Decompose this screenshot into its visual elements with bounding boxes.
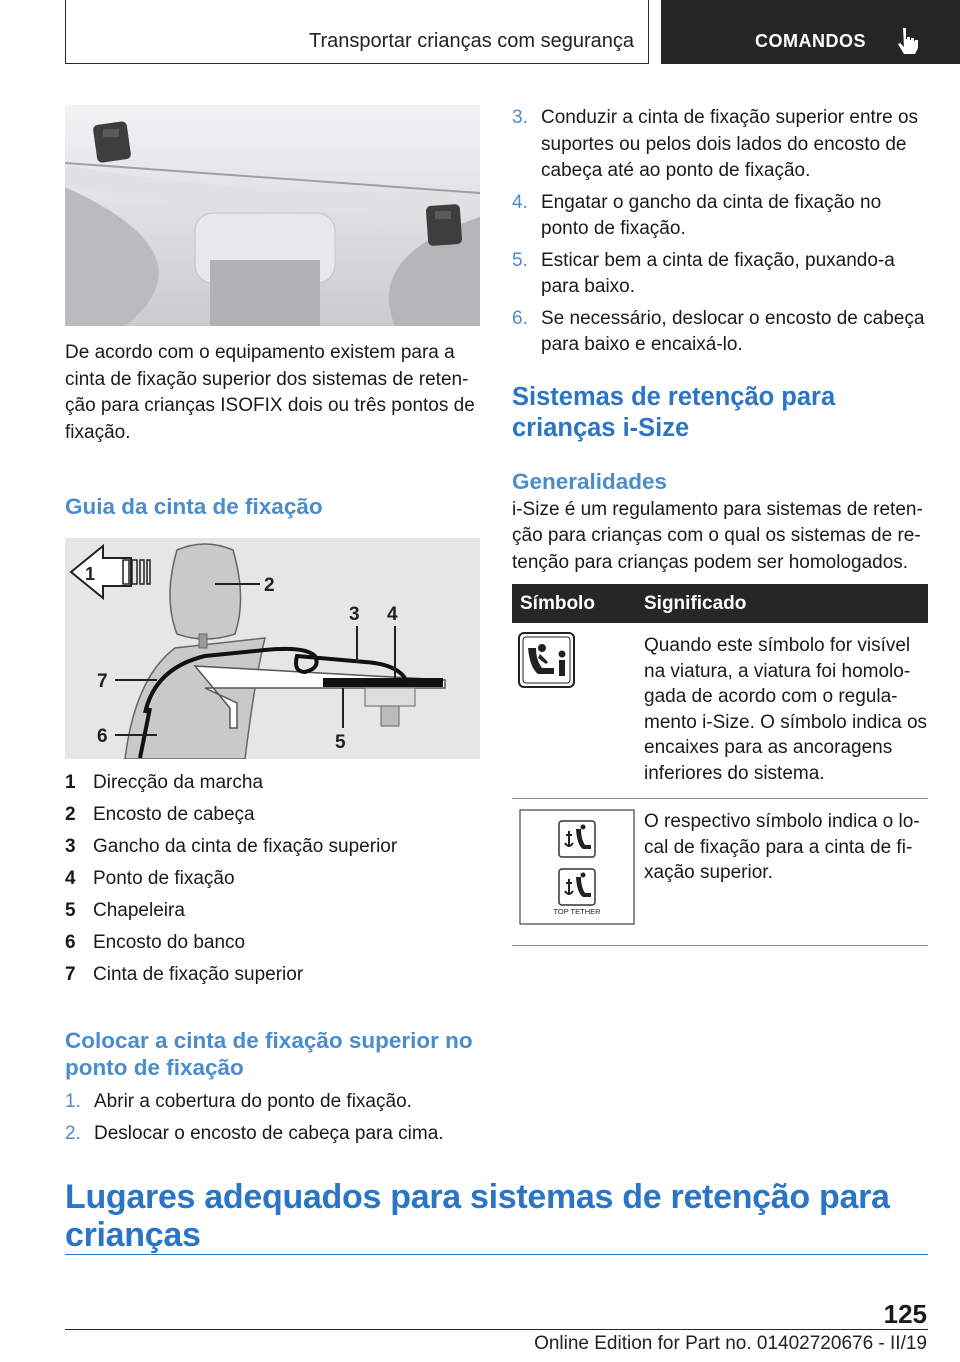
top-tether-label: TOP TETHER [553, 907, 601, 916]
header-section-box [65, 0, 649, 64]
legend-item: 5 Chapeleira [65, 900, 185, 921]
heading-guide: Guia da cinta de fixação [65, 494, 323, 519]
legend-item: 2 Encosto de cabeça [65, 804, 255, 825]
diagram-label-5: 5 [335, 732, 346, 753]
table-header-symbol: Símbolo [512, 584, 635, 623]
page-number: 125 [883, 1299, 927, 1329]
table-row [512, 623, 928, 799]
legend-item: 4 Ponto de fixação [65, 868, 235, 889]
anchor-top-tether-icon [519, 809, 635, 925]
left-column [65, 105, 480, 1147]
table-header-meaning: Significado [635, 584, 928, 623]
table-row [512, 799, 928, 946]
diagram-label-2: 2 [264, 575, 275, 596]
footer-divider [65, 1329, 928, 1330]
step-item: 4. Engatar o gancho da cinta de fixação no ponto de fixação. [512, 191, 882, 239]
steps-list-right [512, 105, 928, 359]
header-section-title: Transportar crianças com segurança [309, 30, 634, 52]
isize-meaning: Quando este símbolo for visível na viatura, a viatura foi homologada de acordo com o regulamento i-Size. O símbolo indica os encaixes para as ancoragens inferiores do sistema. [635, 623, 928, 799]
diagram-label-6: 6 [97, 726, 108, 747]
legend-item: 3 Gancho da cinta de fixação superior [65, 836, 398, 857]
header-chapter-title: COMANDOS [755, 31, 866, 51]
diagram-label-4: 4 [387, 604, 398, 625]
header-chapter-box [661, 0, 960, 64]
step-item: 3. Conduzir a cinta de fixação superior entre os suportes ou pelos dois lados do encosto de cabeça até ao ponto de fixação. [512, 107, 919, 181]
edition-note: Online Edition for Part no. 01402720676 - II/19 [534, 1333, 927, 1354]
symbol-table [512, 584, 928, 946]
diagram-label-1: 1 [85, 564, 96, 584]
diagram-label-7: 7 [97, 671, 108, 692]
top-tether-meaning: O respectivo símbolo indica o local de fixação para a cinta de fixação superior. [635, 799, 928, 946]
heading-isize: Sistemas de retenção para crianças i-Size [512, 382, 836, 442]
legend-item: 1 Direcção da marcha [65, 772, 264, 793]
heading-suitable-seats: Lugares adequados para sistemas de retenção para crianças [65, 1178, 890, 1254]
isize-seat-icon [518, 632, 575, 688]
step-item: 5. Esticar bem a cinta de fixação, puxando-a para baixo. [512, 249, 895, 297]
legend-item: 7 Cinta de fixação superior [65, 964, 304, 985]
heading-general: Generalidades [512, 468, 668, 494]
step-item: 1. Abrir a cobertura do ponto de fixação. [65, 1091, 412, 1112]
right-column [512, 105, 928, 946]
heading-underline [65, 1254, 928, 1255]
rear-shelf-anchor-photo [65, 105, 480, 326]
tether-diagram [65, 538, 480, 759]
diagram-label-3: 3 [349, 604, 360, 625]
pointing-hand-icon [893, 26, 923, 56]
intro-paragraph: De acordo com o equipamento existem para a cinta de fixação superior dos sistemas de retenção para crianças ISOFIX dois ou três pontos de fixação. [65, 342, 475, 443]
steps-list-left [65, 1089, 480, 1147]
heading-attach-tether: Colocar a cinta de fixação superior no ponto de fixação [65, 1028, 473, 1080]
legend-item: 6 Encosto do banco [65, 932, 246, 953]
general-paragraph: i-Size é um regulamento para sistemas de retenção para crianças com o qual os sistemas de retenção para crianças podem ser homologados. [512, 498, 923, 573]
diagram-legend [65, 767, 480, 991]
step-item: 2. Deslocar o encosto de cabeça para cima. [65, 1122, 444, 1144]
step-item: 6. Se necessário, deslocar o encosto de cabeça para baixo e encaixá-lo. [512, 307, 925, 355]
